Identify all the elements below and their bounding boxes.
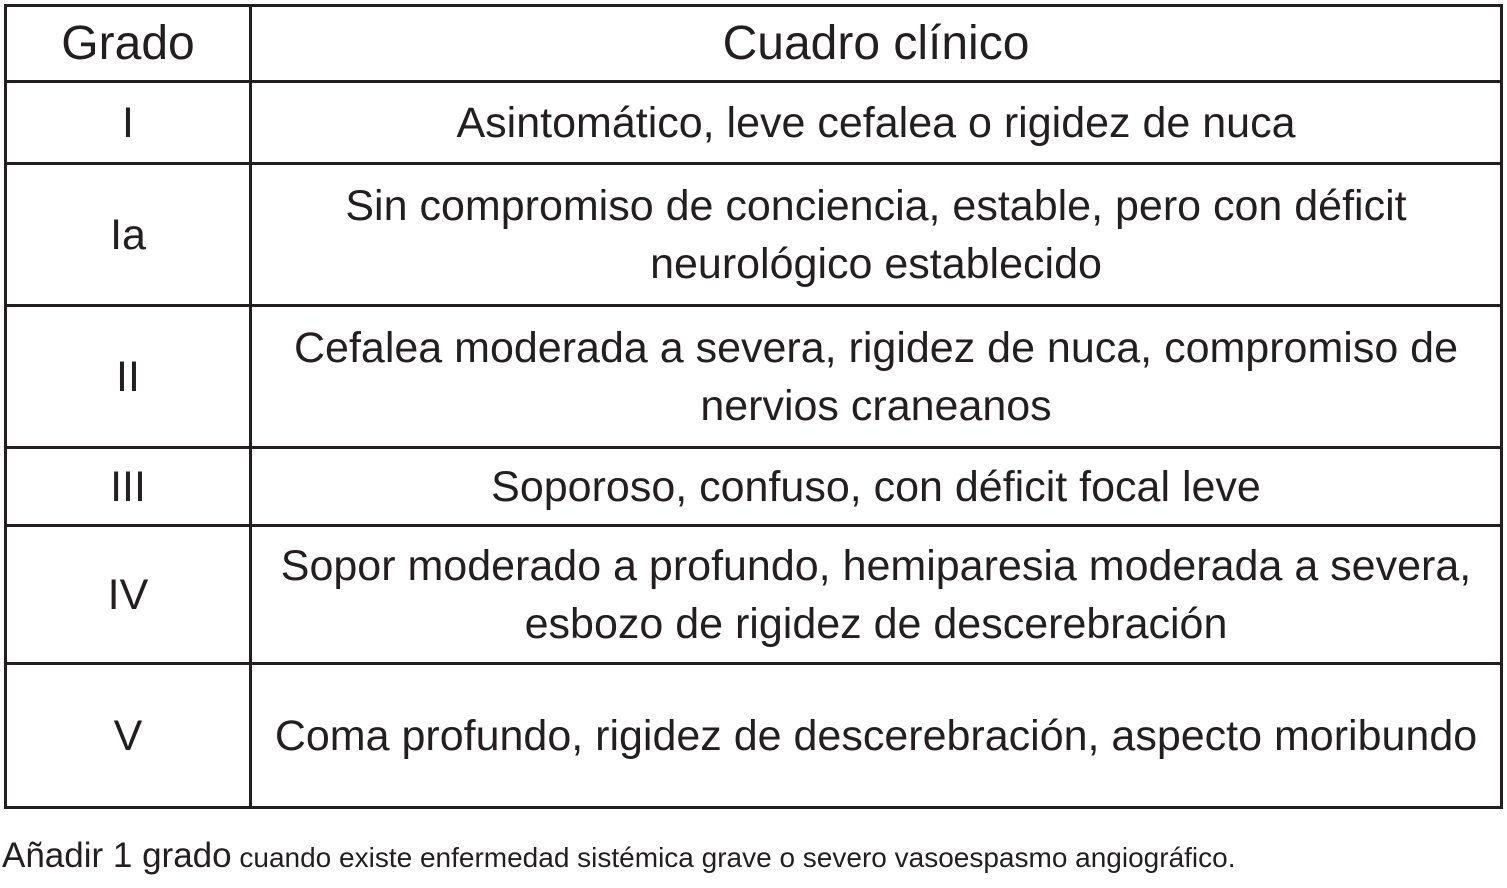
grade-cell: II	[6, 306, 251, 448]
grade-cell: III	[6, 448, 251, 526]
footnote-lead: Añadir 1 grado	[2, 836, 232, 875]
table-row	[6, 306, 1502, 448]
grade-cell: Ia	[6, 164, 251, 306]
table-row	[6, 448, 1502, 526]
table-row	[6, 664, 1502, 808]
description-cell: Sopor moderado a profundo, hemiparesia moderada a severa, esbozo de rigidez de descerebración	[251, 526, 1502, 664]
description-cell: Asintomático, leve cefalea o rigidez de nuca	[251, 82, 1502, 164]
header-grade: Grado	[6, 6, 251, 82]
description-cell: Coma profundo, rigidez de descerebración, aspecto moribundo	[251, 664, 1502, 808]
header-description: Cuadro clínico	[251, 6, 1502, 82]
table-row	[6, 526, 1502, 664]
table-row	[6, 164, 1502, 306]
header-row	[6, 6, 1502, 82]
grade-cell: I	[6, 82, 251, 164]
description-cell: Cefalea moderada a severa, rigidez de nuca, compromiso de nervios craneanos	[251, 306, 1502, 448]
grade-cell: IV	[6, 526, 251, 664]
grading-table	[4, 4, 1503, 809]
footnote	[2, 838, 1236, 873]
footnote-text: cuando existe enfermedad sistémica grave o severo vasoespasmo angiográfico.	[231, 842, 1236, 873]
grade-cell: V	[6, 664, 251, 808]
description-cell: Sin compromiso de conciencia, estable, pero con déficit neurológico establecido	[251, 164, 1502, 306]
description-cell: Soporoso, confuso, con déficit focal leve	[251, 448, 1502, 526]
table-row	[6, 82, 1502, 164]
